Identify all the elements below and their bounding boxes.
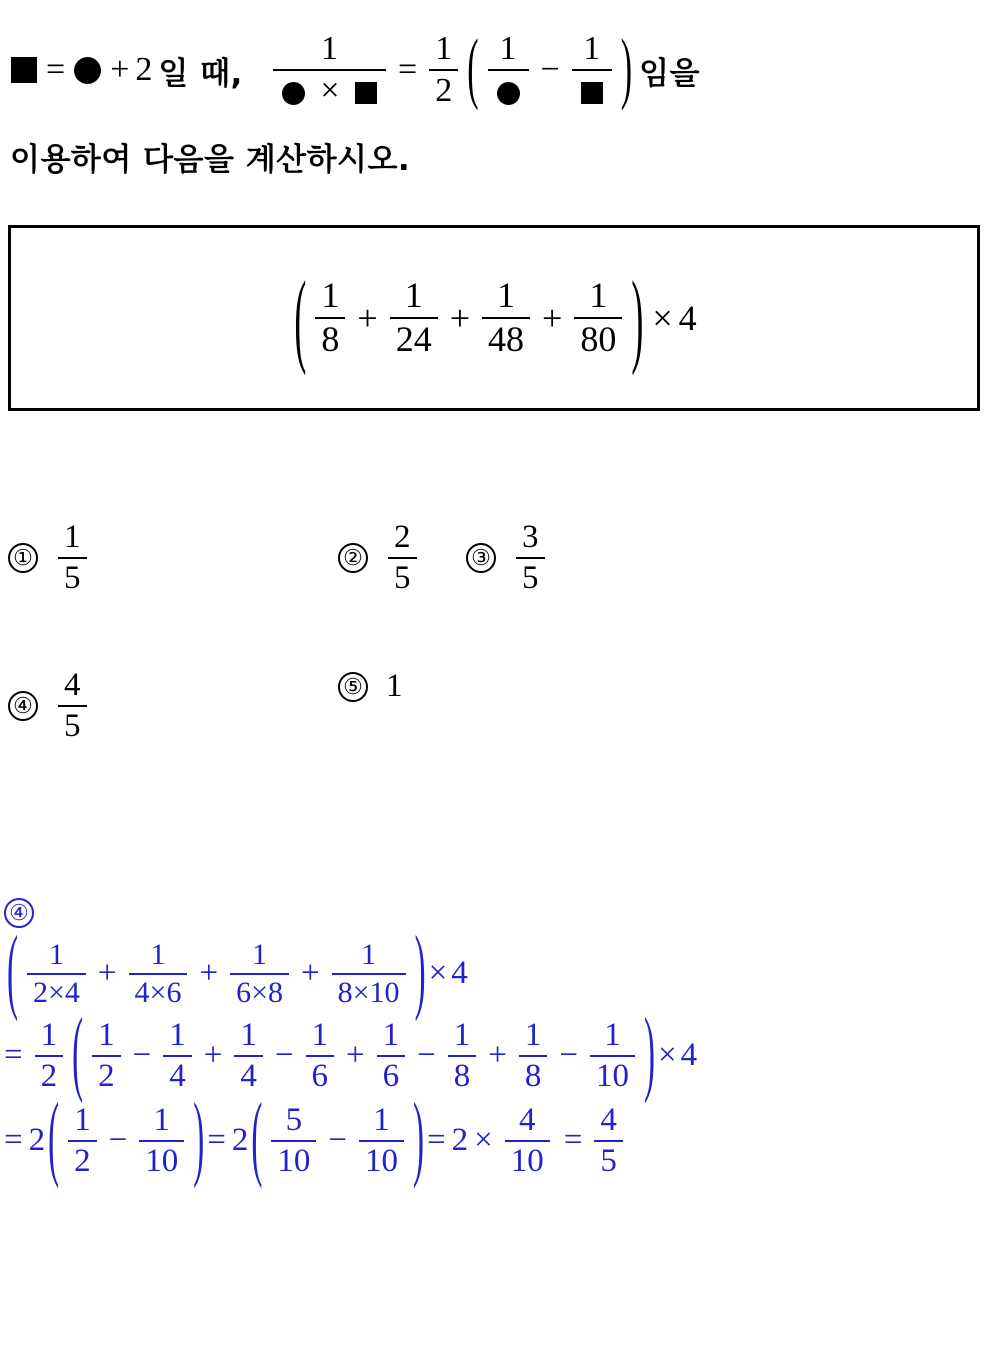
identity-left-numerator: 1 xyxy=(320,30,338,68)
problem-statement xyxy=(8,12,988,179)
plus-sign: + xyxy=(357,298,378,338)
denominator: 4×6 xyxy=(129,973,188,1009)
denominator: 10 xyxy=(505,1140,550,1179)
choice-1-fraction xyxy=(58,520,87,595)
denominator: 5 xyxy=(58,557,87,596)
numerator: 1 xyxy=(524,1017,542,1053)
numerator: 1 xyxy=(40,1017,58,1053)
choice-5-value: 1 xyxy=(386,668,403,704)
denominator: 4 xyxy=(163,1055,192,1094)
numerator: 1 xyxy=(74,1102,91,1139)
denominator: 5 xyxy=(58,705,87,744)
equals-sign: = xyxy=(46,51,66,88)
minus-sign: − xyxy=(274,1037,294,1074)
numerator: 1 xyxy=(98,1017,115,1053)
numerator: 4 xyxy=(519,1102,536,1139)
denominator: 2 xyxy=(35,1055,64,1094)
equals-sign: = xyxy=(427,1122,446,1159)
plus-sign: + xyxy=(488,1037,507,1074)
solution-l2-term-5 xyxy=(377,1018,406,1093)
identity-left-denominator xyxy=(273,69,386,109)
plus-sign: + xyxy=(110,51,130,88)
times-sign: × xyxy=(652,298,673,338)
solution-l1-multiplier: 4 xyxy=(451,955,468,991)
denominator: 2 xyxy=(92,1055,121,1094)
equals-sign: = xyxy=(563,1122,583,1159)
denominator: 5 xyxy=(516,557,545,596)
circle-symbol xyxy=(74,57,101,84)
numerator: 1 xyxy=(252,938,268,971)
close-paren: ) xyxy=(620,25,633,113)
solution-l2-term-8 xyxy=(590,1018,635,1093)
solution-l1-term-2 xyxy=(129,939,188,1008)
numerator: 1 xyxy=(169,1017,186,1053)
denominator: 80 xyxy=(574,317,622,359)
numerator: 1 xyxy=(64,519,81,555)
identity-circle-fraction xyxy=(488,31,529,108)
denominator: 24 xyxy=(390,317,438,359)
denominator: 8 xyxy=(448,1055,477,1094)
plus-sign: + xyxy=(542,298,563,338)
boxed-term-4 xyxy=(574,277,622,359)
denominator: 10 xyxy=(359,1140,404,1179)
numerator: 1 xyxy=(604,1017,621,1053)
numerator: 1 xyxy=(321,275,340,316)
plus-sign: + xyxy=(346,1037,365,1074)
plus-sign: + xyxy=(97,955,117,991)
plus-sign: + xyxy=(301,955,320,991)
denominator: 2 xyxy=(68,1140,97,1179)
denominator: 10 xyxy=(590,1055,635,1094)
numerator: 4 xyxy=(64,667,81,703)
numerator: 1 xyxy=(453,1017,471,1053)
choice-3-fraction xyxy=(516,520,545,595)
circle-symbol xyxy=(497,82,520,105)
boxed-multiplier: 4 xyxy=(678,298,697,338)
denominator: 6 xyxy=(377,1055,406,1094)
solution-l1-term-1 xyxy=(27,939,86,1008)
solution-line-2 xyxy=(4,1001,989,1107)
statement-prefix-korean: 일 때, xyxy=(158,55,243,92)
denominator: 10 xyxy=(271,1140,316,1179)
denominator: 8×10 xyxy=(332,973,406,1009)
times-sign: × xyxy=(428,955,448,991)
numerator: 4 xyxy=(600,1102,617,1139)
circle-symbol xyxy=(282,82,305,105)
solution-l3-step2-term-1 xyxy=(271,1103,316,1178)
identity-square-denominator xyxy=(572,69,612,109)
open-paren: ( xyxy=(48,1087,60,1192)
choice-marker-3: ③ xyxy=(466,543,496,573)
choice-4-fraction xyxy=(58,668,87,743)
numerator: 1 xyxy=(497,275,515,316)
numerator: 1 xyxy=(311,1017,328,1053)
solution-l3-step1-term-1 xyxy=(68,1103,97,1178)
solution-l1-term-3 xyxy=(230,939,289,1008)
choice-marker-5: ⑤ xyxy=(338,672,368,702)
plus-sign: + xyxy=(449,298,470,338)
denominator: 5 xyxy=(388,557,417,596)
square-symbol xyxy=(11,57,37,83)
solution-l1-term-4 xyxy=(332,939,406,1008)
square-symbol xyxy=(355,82,377,104)
numerator: 1 xyxy=(373,1102,390,1139)
denominator: 48 xyxy=(482,317,530,359)
open-paren: ( xyxy=(72,1001,84,1107)
numerator: 1 xyxy=(589,275,608,316)
solution-l2-term-7 xyxy=(519,1018,548,1093)
identity-half-denominator: 2 xyxy=(429,69,458,109)
denominator: 10 xyxy=(139,1140,184,1179)
minus-sign: − xyxy=(559,1037,578,1074)
solution-l2-term-1 xyxy=(92,1018,121,1093)
identity-square-fraction xyxy=(572,31,612,108)
solution-l2-term-4 xyxy=(306,1018,335,1093)
solution-l2-multiplier: 4 xyxy=(680,1037,698,1074)
solution-l3-coef-1: 2 xyxy=(28,1122,46,1159)
numerator: 1 xyxy=(240,1017,257,1053)
minus-sign: − xyxy=(417,1037,436,1074)
minus-sign: − xyxy=(328,1122,347,1159)
numerator: 1 xyxy=(153,1102,170,1139)
numerator: 1 xyxy=(361,938,377,971)
denominator: 2×4 xyxy=(27,973,86,1009)
equals-sign: = xyxy=(207,1122,226,1159)
choice-3[interactable] xyxy=(466,520,551,595)
open-paren: ( xyxy=(7,919,18,1025)
solution-l2-term-3 xyxy=(234,1018,263,1093)
numerator: 1 xyxy=(150,938,166,971)
close-paren: ) xyxy=(193,1087,205,1192)
identity-half-numerator: 1 xyxy=(435,30,453,68)
equals-sign: = xyxy=(398,51,418,88)
choice-marker-1: ① xyxy=(8,543,38,573)
solution-l2-term-6 xyxy=(448,1018,477,1093)
numerator: 5 xyxy=(285,1102,303,1139)
times-sign: × xyxy=(658,1037,677,1074)
close-paren: ) xyxy=(631,260,644,376)
solution-line-1 xyxy=(4,919,989,1025)
choice-2[interactable] xyxy=(338,520,423,595)
denominator: 6 xyxy=(306,1055,335,1094)
solution-answer-marker-row xyxy=(4,892,989,929)
choice-marker-2: ② xyxy=(338,543,368,573)
solution-final-answer xyxy=(594,1103,623,1178)
numerator: 3 xyxy=(522,519,539,555)
solution-l3-step2-term-2 xyxy=(359,1103,404,1178)
minus-sign: − xyxy=(540,51,560,88)
solution-l3-step1-term-2 xyxy=(139,1103,184,1178)
choice-1[interactable] xyxy=(8,520,93,595)
boxed-expression xyxy=(8,225,980,411)
number-two: 2 xyxy=(135,51,153,88)
numerator: 1 xyxy=(382,1017,400,1053)
denominator: 5 xyxy=(594,1140,623,1179)
denominator: 8 xyxy=(519,1055,548,1094)
solution-l3-step3 xyxy=(505,1103,550,1178)
equals-sign: = xyxy=(4,1122,23,1159)
numerator: 1 xyxy=(48,938,64,971)
identity-half xyxy=(429,31,458,108)
identity-circle-numerator: 1 xyxy=(499,30,517,68)
denominator: 6×8 xyxy=(230,973,289,1009)
solution-l2-half xyxy=(35,1018,64,1093)
minus-sign: − xyxy=(132,1037,152,1074)
minus-sign: − xyxy=(108,1122,128,1159)
boxed-term-2 xyxy=(390,277,438,359)
identity-left-fraction xyxy=(273,31,386,108)
close-paren: ) xyxy=(414,919,426,1025)
statement-line-1 xyxy=(8,12,988,128)
equals-sign: = xyxy=(4,1037,23,1074)
statement-suffix-korean: 임을 xyxy=(639,55,700,92)
boxed-term-3 xyxy=(482,277,530,359)
numerator: 1 xyxy=(404,275,423,316)
numerator: 2 xyxy=(394,519,411,555)
denominator: 8 xyxy=(315,317,345,359)
choice-4[interactable] xyxy=(8,668,93,743)
solution-l2-term-2 xyxy=(163,1018,192,1093)
solution-block xyxy=(4,892,989,1192)
solution-l3-coef-2: 2 xyxy=(231,1122,249,1159)
open-paren: ( xyxy=(467,25,479,113)
times-sign: × xyxy=(474,1122,493,1159)
boxed-term-1 xyxy=(315,277,345,359)
close-paren: ) xyxy=(413,1087,424,1192)
denominator: 4 xyxy=(234,1055,263,1094)
times-sign: × xyxy=(320,72,340,109)
statement-line-2: 이용하여 다음을 계산하시오. xyxy=(10,142,411,178)
identity-circle-denominator xyxy=(488,69,529,109)
solution-l3-coef-3: 2 xyxy=(451,1122,469,1159)
open-paren: ( xyxy=(294,260,307,376)
plus-sign: + xyxy=(203,1037,223,1074)
close-paren: ) xyxy=(644,1001,655,1107)
plus-sign: + xyxy=(199,955,219,991)
open-paren: ( xyxy=(251,1087,263,1192)
square-symbol xyxy=(581,82,603,104)
choice-5[interactable] xyxy=(338,668,403,705)
solution-line-3 xyxy=(4,1087,989,1192)
solution-answer-marker: ④ xyxy=(4,898,34,928)
identity-square-numerator: 1 xyxy=(583,30,601,68)
choice-2-fraction xyxy=(388,520,417,595)
choice-marker-4: ④ xyxy=(8,691,38,721)
